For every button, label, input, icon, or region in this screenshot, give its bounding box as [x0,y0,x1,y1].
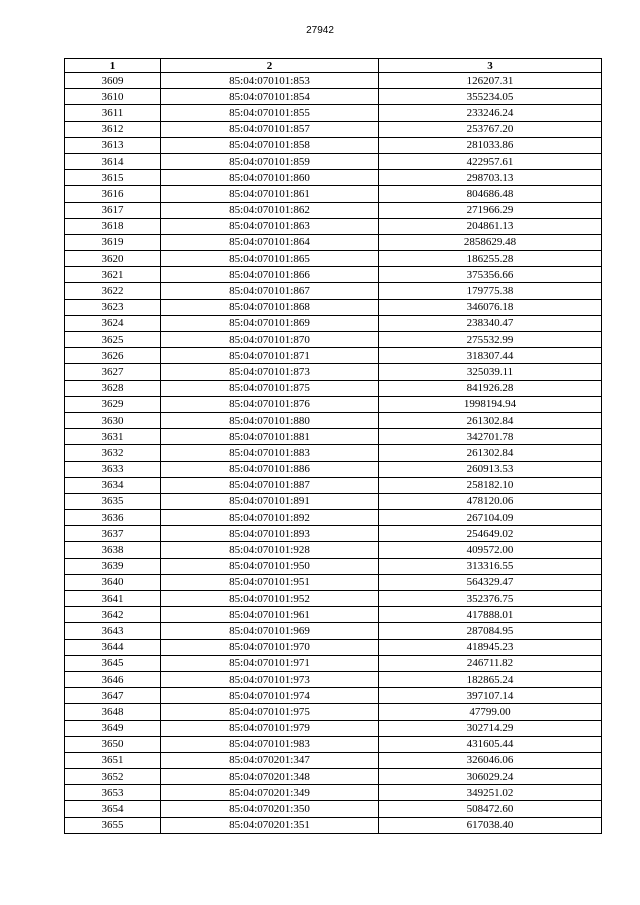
value-cell: 325039.11 [379,364,602,380]
row-number-cell: 3609 [65,73,161,89]
row-number-cell: 3611 [65,105,161,121]
table-row [65,89,602,105]
value-cell: 281033.86 [379,137,602,153]
cadastral-number-cell: 85:04:070101:883 [161,445,379,461]
value-cell: 306029.24 [379,769,602,785]
cadastral-number-cell: 85:04:070201:350 [161,801,379,817]
cadastral-number-cell: 85:04:070101:951 [161,574,379,590]
value-cell: 313316.55 [379,558,602,574]
row-number-cell: 3626 [65,348,161,364]
value-cell: 342701.78 [379,429,602,445]
cadastral-number-cell: 85:04:070101:869 [161,315,379,331]
row-number-cell: 3620 [65,251,161,267]
cadastral-number-cell: 85:04:070101:873 [161,364,379,380]
table-row [65,639,602,655]
value-cell: 352376.75 [379,591,602,607]
cadastral-number-cell: 85:04:070101:860 [161,170,379,186]
row-number-cell: 3617 [65,202,161,218]
row-number-cell: 3612 [65,121,161,137]
row-number-cell: 3644 [65,639,161,655]
cadastral-number-cell: 85:04:070101:979 [161,720,379,736]
table-row [65,769,602,785]
row-number-cell: 3647 [65,688,161,704]
value-cell: 617038.40 [379,817,602,833]
table-row [65,153,602,169]
cadastral-number-cell: 85:04:070101:975 [161,704,379,720]
value-cell: 397107.14 [379,688,602,704]
table-row [65,283,602,299]
value-cell: 47799.00 [379,704,602,720]
value-cell: 355234.05 [379,89,602,105]
row-number-cell: 3637 [65,526,161,542]
row-number-cell: 3630 [65,412,161,428]
cadastral-number-cell: 85:04:070101:881 [161,429,379,445]
row-number-cell: 3623 [65,299,161,315]
row-number-cell: 3614 [65,153,161,169]
table-row [65,202,602,218]
cadastral-number-cell: 85:04:070101:866 [161,267,379,283]
value-cell: 261302.84 [379,445,602,461]
column-header-3: 3 [379,59,602,73]
cadastral-number-cell: 85:04:070101:970 [161,639,379,655]
row-number-cell: 3633 [65,461,161,477]
value-cell: 2858629.48 [379,234,602,250]
table-row [65,251,602,267]
value-cell: 318307.44 [379,348,602,364]
table-row [65,73,602,89]
row-number-cell: 3628 [65,380,161,396]
row-number-cell: 3651 [65,752,161,768]
table-row [65,736,602,752]
value-cell: 508472.60 [379,801,602,817]
cadastral-number-cell: 85:04:070101:971 [161,655,379,671]
value-cell: 233246.24 [379,105,602,121]
row-number-cell: 3643 [65,623,161,639]
row-number-cell: 3652 [65,769,161,785]
table-body [65,73,602,834]
cadastral-number-cell: 85:04:070101:973 [161,671,379,687]
value-cell: 179775.38 [379,283,602,299]
table-row [65,186,602,202]
table-row [65,105,602,121]
value-cell: 418945.23 [379,639,602,655]
table-row [65,332,602,348]
value-cell: 238340.47 [379,315,602,331]
row-number-cell: 3641 [65,591,161,607]
cadastral-number-cell: 85:04:070101:974 [161,688,379,704]
table-row [65,299,602,315]
value-cell: 422957.61 [379,153,602,169]
table-row [65,348,602,364]
row-number-cell: 3618 [65,218,161,234]
cadastral-number-cell: 85:04:070101:952 [161,591,379,607]
table-row [65,510,602,526]
row-number-cell: 3654 [65,801,161,817]
value-cell: 254649.02 [379,526,602,542]
row-number-cell: 3646 [65,671,161,687]
page-number: 27942 [306,25,334,36]
table-row [65,801,602,817]
value-cell: 564329.47 [379,574,602,590]
value-cell: 841926.28 [379,380,602,396]
column-header-1: 1 [65,59,161,73]
cadastral-number-cell: 85:04:070101:928 [161,542,379,558]
value-cell: 186255.28 [379,251,602,267]
table-row [65,429,602,445]
cadastral-number-cell: 85:04:070201:348 [161,769,379,785]
table-row [65,477,602,493]
cadastral-number-cell: 85:04:070101:865 [161,251,379,267]
cadastral-number-cell: 85:04:070101:855 [161,105,379,121]
cadastral-number-cell: 85:04:070101:859 [161,153,379,169]
table-row [65,121,602,137]
cadastral-number-cell: 85:04:070101:854 [161,89,379,105]
table-row [65,607,602,623]
table-row [65,623,602,639]
cadastral-number-cell: 85:04:070101:891 [161,493,379,509]
value-cell: 478120.06 [379,493,602,509]
value-cell: 126207.31 [379,73,602,89]
row-number-cell: 3650 [65,736,161,752]
cadastral-number-cell: 85:04:070201:351 [161,817,379,833]
table-row [65,542,602,558]
row-number-cell: 3627 [65,364,161,380]
value-cell: 246711.82 [379,655,602,671]
table-row [65,688,602,704]
cadastral-number-cell: 85:04:070101:969 [161,623,379,639]
cadastral-number-cell: 85:04:070101:862 [161,202,379,218]
table-row [65,170,602,186]
value-cell: 261302.84 [379,412,602,428]
value-cell: 375356.66 [379,267,602,283]
table-row [65,817,602,833]
cadastral-number-cell: 85:04:070101:886 [161,461,379,477]
value-cell: 409572.00 [379,542,602,558]
table-row [65,671,602,687]
table-row [65,412,602,428]
table-row [65,704,602,720]
value-cell: 182865.24 [379,671,602,687]
cadastral-number-cell: 85:04:070101:858 [161,137,379,153]
value-cell: 431605.44 [379,736,602,752]
cadastral-number-cell: 85:04:070201:349 [161,785,379,801]
value-cell: 302714.29 [379,720,602,736]
table-row [65,526,602,542]
row-number-cell: 3610 [65,89,161,105]
cadastral-number-cell: 85:04:070101:868 [161,299,379,315]
cadastral-number-cell: 85:04:070101:871 [161,348,379,364]
table-row [65,234,602,250]
table-row [65,720,602,736]
value-cell: 346076.18 [379,299,602,315]
value-cell: 258182.10 [379,477,602,493]
cadastral-number-cell: 85:04:070101:857 [161,121,379,137]
value-cell: 1998194.94 [379,396,602,412]
table-header-row [65,59,602,73]
value-cell: 204861.13 [379,218,602,234]
value-cell: 804686.48 [379,186,602,202]
row-number-cell: 3638 [65,542,161,558]
row-number-cell: 3648 [65,704,161,720]
row-number-cell: 3629 [65,396,161,412]
cadastral-number-cell: 85:04:070101:961 [161,607,379,623]
row-number-cell: 3645 [65,655,161,671]
value-cell: 287084.95 [379,623,602,639]
table-row [65,364,602,380]
cadastral-number-cell: 85:04:070101:887 [161,477,379,493]
value-cell: 326046.06 [379,752,602,768]
table-row [65,396,602,412]
table-row [65,267,602,283]
cadastral-table [64,58,602,834]
row-number-cell: 3634 [65,477,161,493]
row-number-cell: 3653 [65,785,161,801]
value-cell: 298703.13 [379,170,602,186]
row-number-cell: 3624 [65,315,161,331]
row-number-cell: 3619 [65,234,161,250]
cadastral-number-cell: 85:04:070201:347 [161,752,379,768]
cadastral-number-cell: 85:04:070101:861 [161,186,379,202]
table-row [65,380,602,396]
value-cell: 253767.20 [379,121,602,137]
table-row [65,655,602,671]
row-number-cell: 3640 [65,574,161,590]
cadastral-number-cell: 85:04:070101:950 [161,558,379,574]
row-number-cell: 3642 [65,607,161,623]
table-row [65,315,602,331]
cadastral-number-cell: 85:04:070101:853 [161,73,379,89]
cadastral-number-cell: 85:04:070101:892 [161,510,379,526]
row-number-cell: 3615 [65,170,161,186]
row-number-cell: 3621 [65,267,161,283]
row-number-cell: 3622 [65,283,161,299]
value-cell: 260913.53 [379,461,602,477]
table-row [65,445,602,461]
table-row [65,785,602,801]
row-number-cell: 3631 [65,429,161,445]
table-row [65,137,602,153]
value-cell: 267104.09 [379,510,602,526]
value-cell: 275532.99 [379,332,602,348]
table-row [65,218,602,234]
row-number-cell: 3636 [65,510,161,526]
cadastral-number-cell: 85:04:070101:864 [161,234,379,250]
row-number-cell: 3649 [65,720,161,736]
table-row [65,461,602,477]
table-row [65,752,602,768]
table-row [65,558,602,574]
row-number-cell: 3625 [65,332,161,348]
cadastral-number-cell: 85:04:070101:876 [161,396,379,412]
value-cell: 417888.01 [379,607,602,623]
table-row [65,591,602,607]
cadastral-number-cell: 85:04:070101:983 [161,736,379,752]
value-cell: 349251.02 [379,785,602,801]
cadastral-number-cell: 85:04:070101:867 [161,283,379,299]
cadastral-number-cell: 85:04:070101:875 [161,380,379,396]
cadastral-number-cell: 85:04:070101:880 [161,412,379,428]
column-header-2: 2 [161,59,379,73]
row-number-cell: 3616 [65,186,161,202]
value-cell: 271966.29 [379,202,602,218]
cadastral-number-cell: 85:04:070101:863 [161,218,379,234]
row-number-cell: 3655 [65,817,161,833]
cadastral-number-cell: 85:04:070101:870 [161,332,379,348]
cadastral-number-cell: 85:04:070101:893 [161,526,379,542]
table-row [65,574,602,590]
row-number-cell: 3639 [65,558,161,574]
row-number-cell: 3632 [65,445,161,461]
table-row [65,493,602,509]
row-number-cell: 3613 [65,137,161,153]
row-number-cell: 3635 [65,493,161,509]
